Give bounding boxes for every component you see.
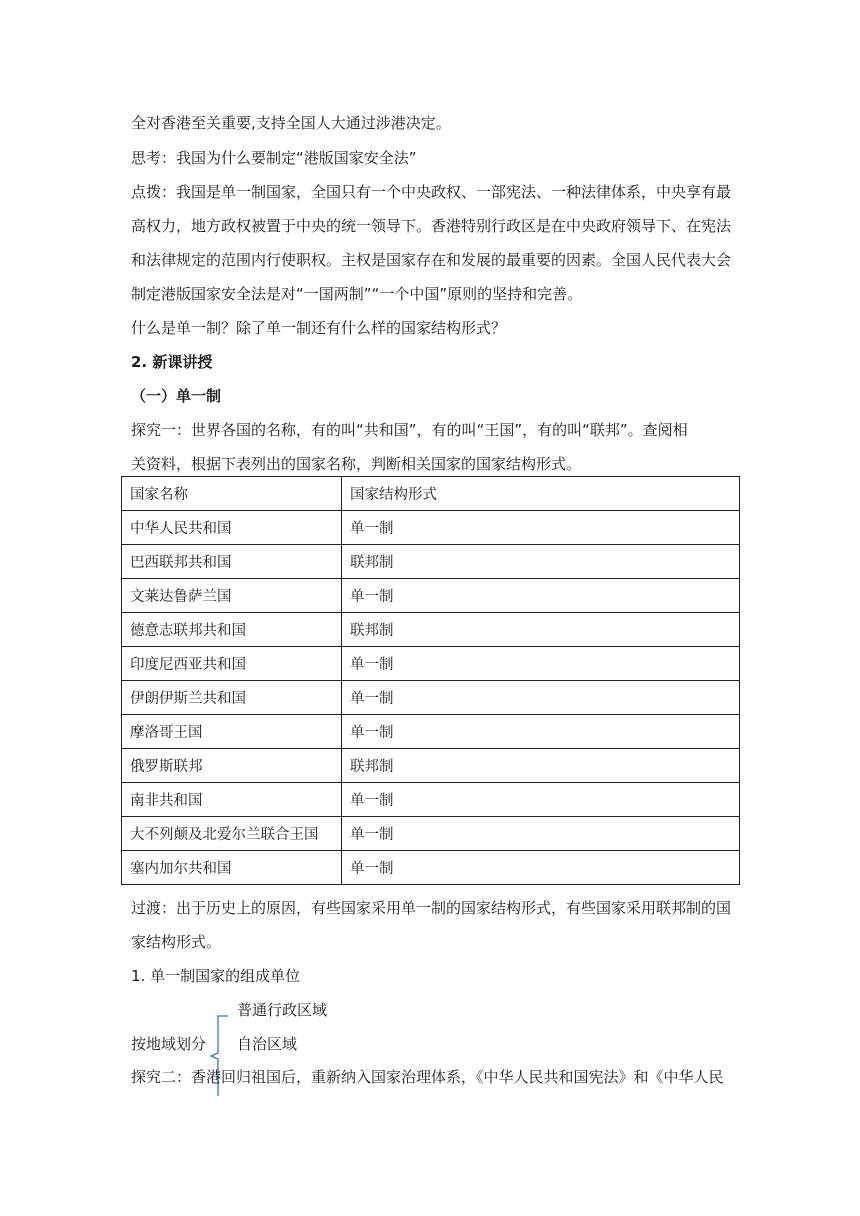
explore2-line: 探究二：香港回归祖国后，重新纳入国家治理体系，《中华人民共和国宪法》和《中华人民 <box>131 1068 724 1086</box>
table-row <box>122 817 740 851</box>
structure-cell: 单一制 <box>342 511 740 545</box>
structure-cell: 单一制 <box>342 647 740 681</box>
structure-cell: 单一制 <box>342 851 740 885</box>
transition-line-1: 过渡：出于历史上的原因，有些国家采用单一制的国家结构形式，有些国家采用联邦制的国 <box>131 899 732 917</box>
table-header-cell: 国家结构形式 <box>342 477 740 511</box>
transition-line-2: 家结构形式。 <box>131 933 222 951</box>
country-name-cell: 文莱达鲁萨兰国 <box>122 579 342 613</box>
table-row <box>122 647 740 681</box>
structure-cell: 单一制 <box>342 817 740 851</box>
hint-line-1: 点拨：我国是单一制国家，全国只有一个中央政权、一部宪法、一种法律体系，中央享有最 <box>131 183 732 201</box>
structure-cell: 联邦制 <box>342 613 740 647</box>
hint-line-2: 高权力，地方政权被置于中央的统一领导下。香港特别行政区是在中央政府领导下、在宪法 <box>131 217 732 235</box>
table-row <box>122 511 740 545</box>
table-row <box>122 545 740 579</box>
structure-cell: 单一制 <box>342 783 740 817</box>
country-structure-table <box>121 476 740 885</box>
structure-cell: 单一制 <box>342 579 740 613</box>
numbered-item: 1. 单一制国家的组成单位 <box>131 967 301 985</box>
table-row <box>122 715 740 749</box>
country-name-cell: 大不列颠及北爱尔兰联合王国 <box>122 817 342 851</box>
structure-cell: 联邦制 <box>342 545 740 579</box>
think-question: 思考：我国为什么要制定“港版国家安全法” <box>131 149 417 167</box>
hint-line-3: 和法律规定的范围内行使职权。主权是国家存在和发展的最重要的因素。全国人民代表大会 <box>131 251 732 269</box>
table-row <box>122 681 740 715</box>
table-header-row <box>122 477 740 511</box>
paragraph-intro: 全对香港至关重要,支持全国人大通过涉港决定。 <box>131 114 451 132</box>
country-name-cell: 伊朗伊斯兰共和国 <box>122 681 342 715</box>
structure-cell: 单一制 <box>342 681 740 715</box>
brace-label: 按地域划分 <box>131 1035 207 1053</box>
country-name-cell: 中华人民共和国 <box>122 511 342 545</box>
country-name-cell: 塞内加尔共和国 <box>122 851 342 885</box>
structure-cell: 单一制 <box>342 715 740 749</box>
country-name-cell: 印度尼西亚共和国 <box>122 647 342 681</box>
table-row <box>122 579 740 613</box>
table-row <box>122 851 740 885</box>
structure-cell: 联邦制 <box>342 749 740 783</box>
table-row <box>122 749 740 783</box>
section-heading: 2. 新课讲授 <box>131 353 213 371</box>
brace-item-regular: 普通行政区域 <box>237 1001 328 1019</box>
table-row <box>122 783 740 817</box>
explore1-line-1: 探究一：世界各国的名称，有的叫“共和国”，有的叫“王国”，有的叫“联邦”。查阅相 <box>131 421 688 439</box>
country-name-cell: 德意志联邦共和国 <box>122 613 342 647</box>
country-name-cell: 巴西联邦共和国 <box>122 545 342 579</box>
question-line: 什么是单一制？除了单一制还有什么样的国家结构形式？ <box>131 319 507 337</box>
subsection-heading: （一）单一制 <box>131 387 222 405</box>
table-row <box>122 613 740 647</box>
table-header-cell: 国家名称 <box>122 477 342 511</box>
hint-line-4: 制定港版国家安全法是对“一国两制”“一个中国”原则的坚持和完善。 <box>131 285 583 303</box>
brace-item-autonomous: 自治区域 <box>237 1035 298 1053</box>
explore1-line-2: 关资料，根据下表列出的国家名称，判断相关国家的国家结构形式。 <box>131 455 582 473</box>
country-name-cell: 俄罗斯联邦 <box>122 749 342 783</box>
country-name-cell: 摩洛哥王国 <box>122 715 342 749</box>
country-name-cell: 南非共和国 <box>122 783 342 817</box>
